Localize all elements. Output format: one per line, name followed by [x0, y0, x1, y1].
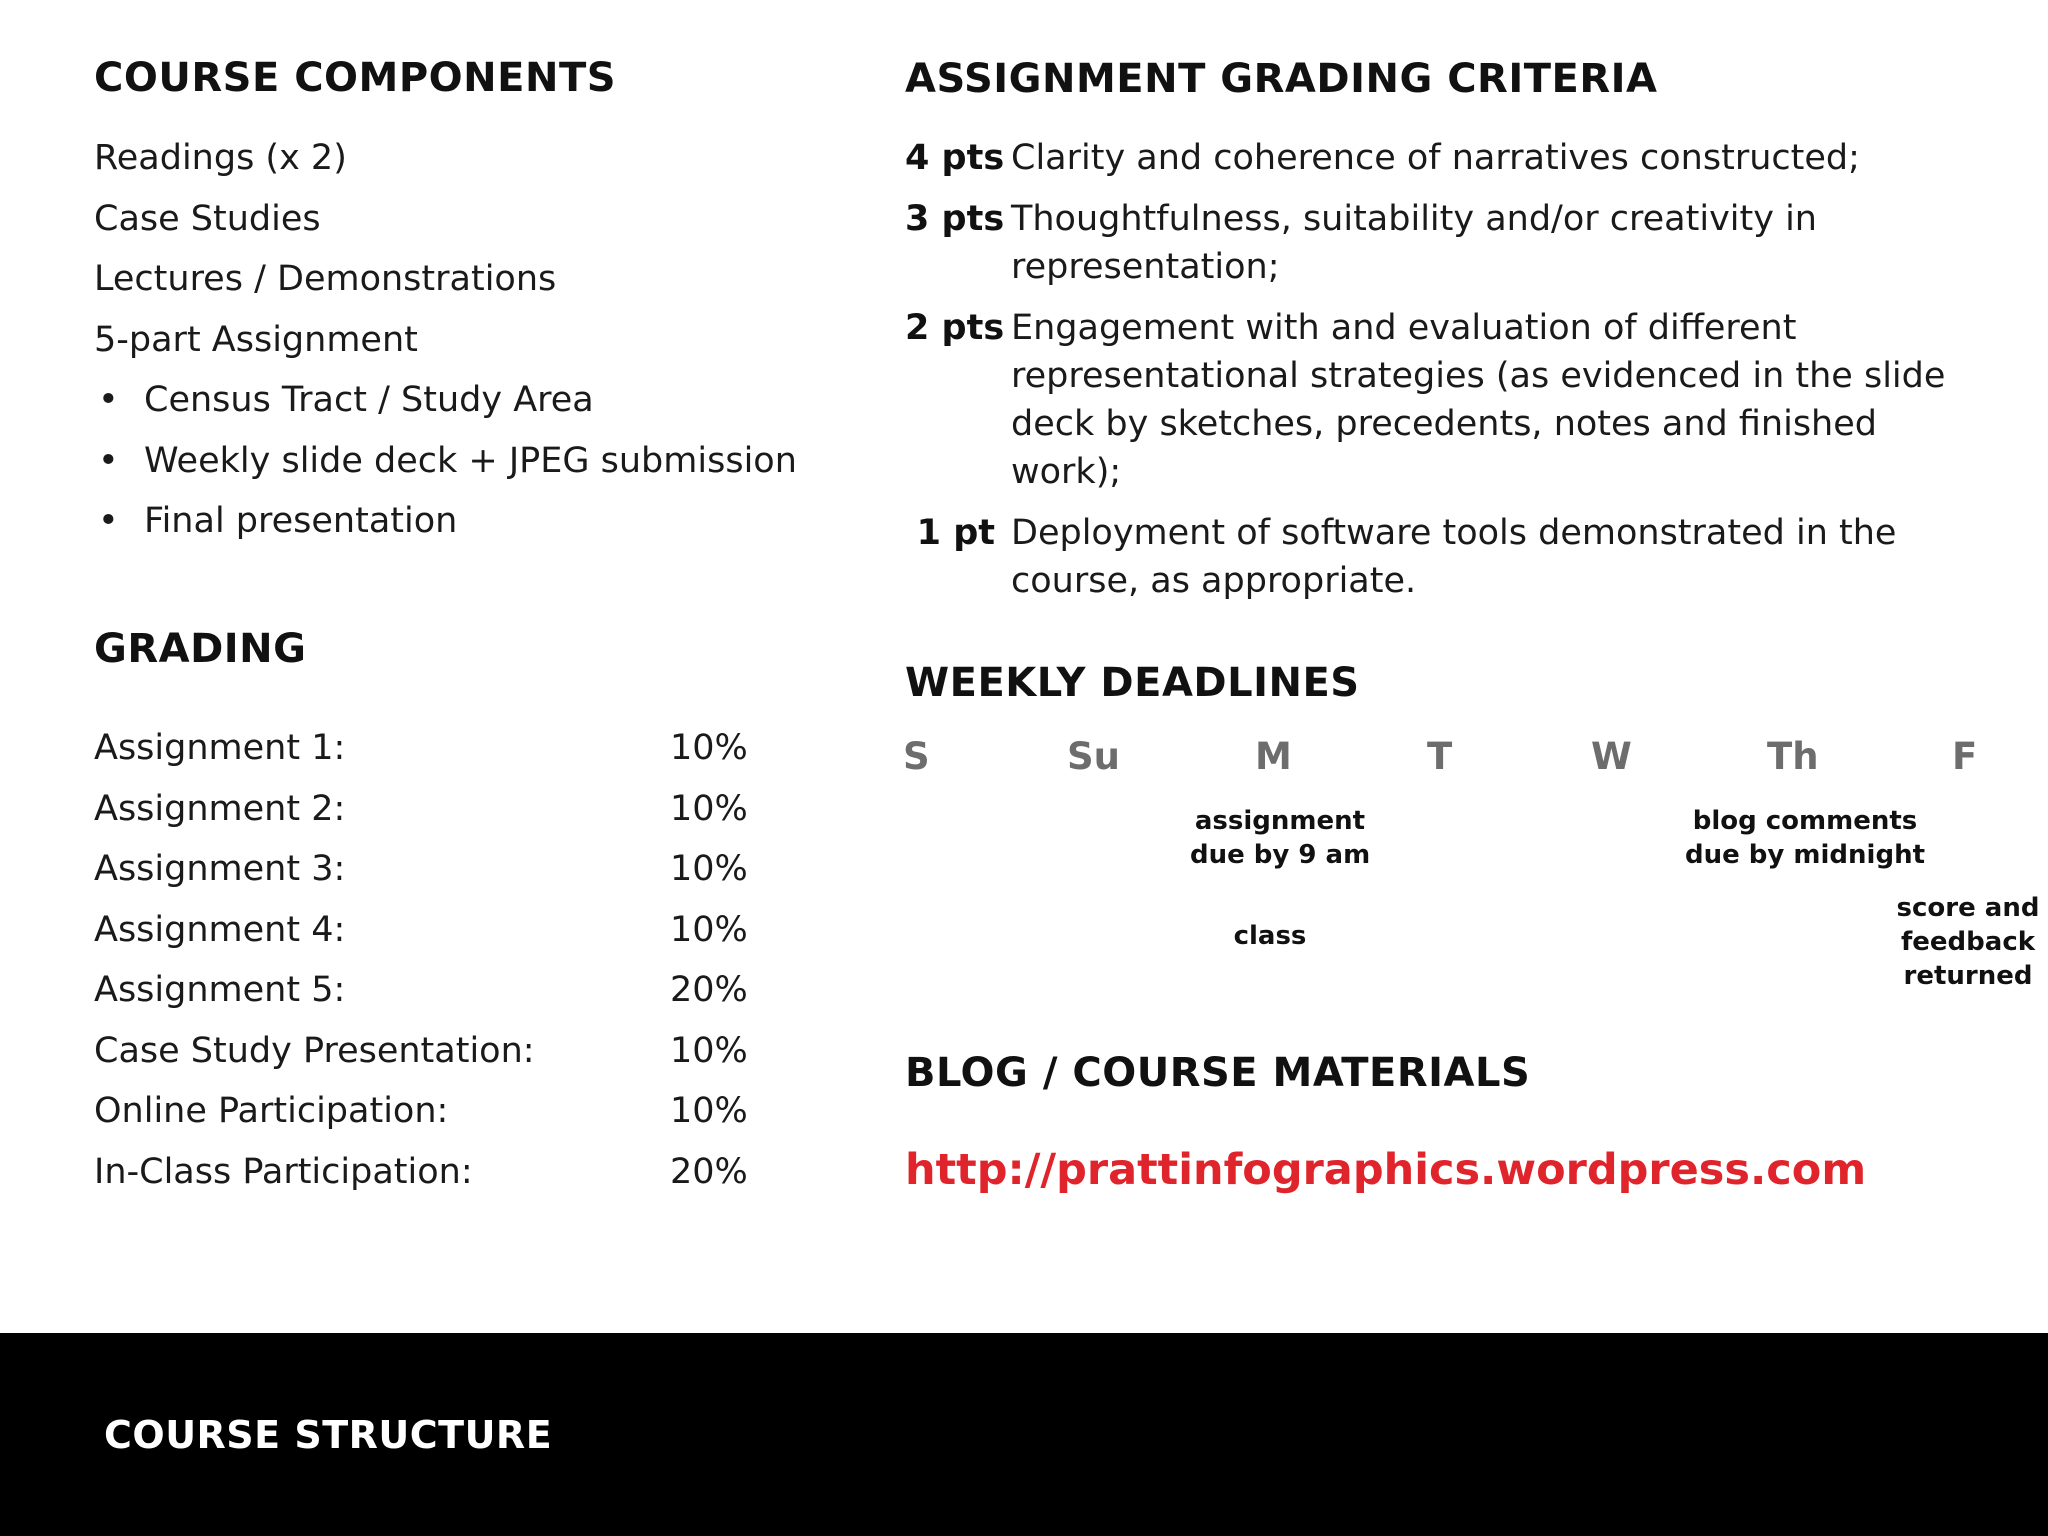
- day-w: W: [1591, 735, 1632, 778]
- list-item: Lectures / Demonstrations: [94, 259, 557, 299]
- table-row: [94, 839, 754, 900]
- table-row: [94, 779, 754, 840]
- grade-value: 10%: [670, 1091, 748, 1131]
- criteria-line: Clarity and coherence of narratives constructed;: [1011, 138, 1860, 178]
- list-item: Case Studies: [94, 198, 321, 239]
- note-line: due by midnight: [1685, 840, 1926, 870]
- grade-value: 10%: [670, 849, 748, 889]
- grade-label: Assignment 3:: [94, 849, 346, 889]
- bullet-list-item: [94, 491, 797, 552]
- grade-value: 10%: [670, 728, 748, 768]
- bullet-icon: •: [98, 380, 119, 420]
- weekly-deadlines-heading: WEEKLY DEADLINES: [905, 660, 1360, 706]
- criteria-points: 3 pts: [905, 199, 1005, 239]
- day-sunday-s: S: [903, 735, 930, 778]
- criteria-points: 4 pts: [905, 138, 1005, 178]
- blog-url-link[interactable]: http://prattinfographics.wordpress.com: [905, 1145, 1867, 1195]
- criteria-heading: ASSIGNMENT GRADING CRITERIA: [905, 56, 1658, 102]
- note-class: [1210, 919, 1330, 953]
- day-su: Su: [1067, 735, 1120, 778]
- note-assignment-due: [1190, 804, 1370, 872]
- grade-value: 20%: [670, 970, 748, 1010]
- bullet-text: Census Tract / Study Area: [144, 380, 594, 420]
- note-line: class: [1233, 921, 1307, 951]
- day-f: F: [1952, 735, 1978, 778]
- note-line: assignment: [1194, 806, 1366, 836]
- grade-value: 10%: [670, 1030, 748, 1071]
- criteria-points: 1 pt: [916, 513, 995, 553]
- grade-label: In-Class Participation:: [94, 1151, 473, 1192]
- table-row: [94, 900, 754, 961]
- criteria-points: 2 pts: [905, 308, 1005, 348]
- table-row: [94, 1142, 754, 1203]
- criteria-item: [905, 134, 2025, 182]
- criteria-line: Engagement with and evaluation of different: [1011, 308, 1797, 348]
- note-line: score and: [1896, 893, 2040, 923]
- criteria-line: representation;: [1011, 247, 1280, 287]
- bullet-text: Final presentation: [144, 501, 458, 541]
- bullet-icon: •: [98, 440, 119, 481]
- criteria-line: Thoughtfulness, suitability and/or creativity in: [1011, 199, 1817, 239]
- criteria-line: course, as appropriate.: [1011, 561, 1417, 601]
- note-line: blog comments: [1692, 806, 1918, 836]
- criteria-item: [905, 509, 2025, 605]
- criteria-line: representational strategies (as evidenced in the slide: [1011, 356, 1946, 396]
- grade-label: Assignment 4:: [94, 909, 346, 950]
- day-m: M: [1255, 735, 1292, 778]
- note-blog-comments-due: [1685, 804, 1925, 872]
- criteria-line: Deployment of software tools demonstrated in the: [1011, 513, 1897, 553]
- grade-value: 20%: [670, 1151, 748, 1192]
- grade-label: Assignment 2:: [94, 788, 346, 829]
- day-t: T: [1427, 735, 1453, 778]
- blog-heading: BLOG / COURSE MATERIALS: [905, 1050, 1531, 1096]
- grade-value: 10%: [670, 909, 748, 950]
- bullet-icon: •: [98, 501, 119, 541]
- grading-table: [94, 718, 754, 1202]
- list-item: Readings (x 2): [94, 138, 347, 178]
- note-line: feedback: [1900, 927, 2036, 957]
- criteria-description: [1011, 509, 2025, 605]
- criteria-description: [1011, 134, 2025, 182]
- table-row: [94, 1021, 754, 1082]
- grade-label: Online Participation:: [94, 1091, 449, 1131]
- footer-title: COURSE STRUCTURE: [104, 1413, 553, 1457]
- bullet-list-item: [94, 370, 797, 431]
- table-row: [94, 1081, 754, 1142]
- criteria-line: work);: [1011, 452, 1122, 492]
- criteria-description: [1011, 304, 2025, 496]
- list-item: 5-part Assignment: [94, 319, 418, 360]
- criteria-description: [1011, 195, 2025, 291]
- note-score-feedback: [1888, 891, 2048, 993]
- grading-heading: GRADING: [94, 626, 307, 672]
- criteria-item: [905, 195, 2025, 291]
- table-row: [94, 718, 754, 779]
- grade-label: Assignment 1:: [94, 728, 346, 768]
- bullet-list-item: [94, 431, 797, 492]
- criteria-line: deck by sketches, precedents, notes and finished: [1011, 404, 1877, 444]
- note-line: due by 9 am: [1190, 840, 1371, 870]
- table-row: [94, 960, 754, 1021]
- day-th: Th: [1767, 735, 1819, 778]
- note-line: returned: [1903, 961, 2033, 991]
- grade-label: Case Study Presentation:: [94, 1030, 535, 1071]
- criteria-list: [905, 134, 2025, 618]
- grade-label: Assignment 5:: [94, 970, 346, 1010]
- grade-value: 10%: [670, 788, 748, 829]
- course-components-heading: COURSE COMPONENTS: [94, 55, 617, 101]
- criteria-item: [905, 304, 2025, 496]
- course-components-list: [94, 128, 797, 552]
- bullet-text: Weekly slide deck + JPEG submission: [144, 440, 797, 481]
